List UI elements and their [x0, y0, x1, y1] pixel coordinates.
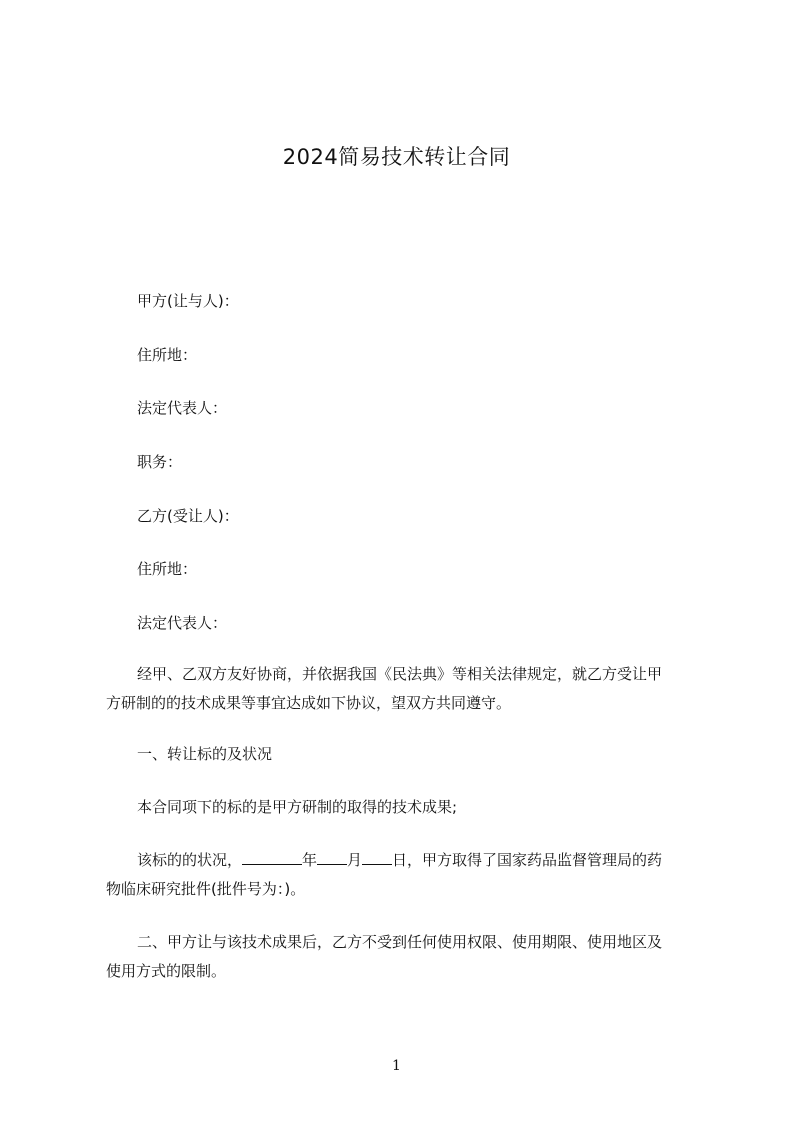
section-2-line-1: 二、甲方让与该技术成果后，乙方不受到任何使用权限、使用期限、使用地区及 — [137, 933, 663, 951]
section-2-line-2: 使用方式的限制。 — [106, 962, 227, 980]
party-a-position-label: 职务： — [137, 453, 183, 471]
year-label: 年 — [302, 851, 318, 869]
section-1-heading: 一、转让标的及状况 — [137, 745, 273, 763]
party-b-label: 乙方(受让人)： — [137, 507, 239, 525]
party-a-label: 甲方(让与人)： — [137, 292, 239, 310]
section-1-status-paragraph — [106, 846, 700, 904]
preamble-line-2: 方研制的的技术成果等事宜达成如下协议，望双方共同遵守。 — [106, 694, 512, 712]
preamble-paragraph — [106, 660, 700, 718]
year-blank — [242, 849, 302, 865]
section-1-subject: 本合同项下的标的是甲方研制的取得的技术成果; — [137, 798, 458, 816]
page-number: 1 — [392, 1058, 401, 1074]
party-a-legal-rep-label: 法定代表人： — [137, 399, 228, 417]
status-prefix: 该标的的状况， — [137, 851, 243, 869]
section-2-paragraph — [106, 928, 700, 986]
preamble-line-1: 经甲、乙双方友好协商，并依据我国《民法典》等相关法律规定，就乙方受让甲 — [137, 665, 663, 683]
party-b-legal-rep-label: 法定代表人： — [137, 614, 228, 632]
party-a-address-label: 住所地： — [137, 346, 198, 364]
status-line-1 — [106, 846, 700, 875]
day-blank — [362, 849, 392, 865]
status-line-2: 物临床研究批件(批件号为：)。 — [106, 880, 306, 898]
document-title: 2024简易技术转让合同 — [282, 145, 511, 169]
month-blank — [317, 849, 347, 865]
day-rest: 日，甲方取得了国家药品监督管理局的药 — [392, 851, 663, 869]
party-b-address-label: 住所地： — [137, 560, 198, 578]
month-label: 月 — [347, 851, 363, 869]
